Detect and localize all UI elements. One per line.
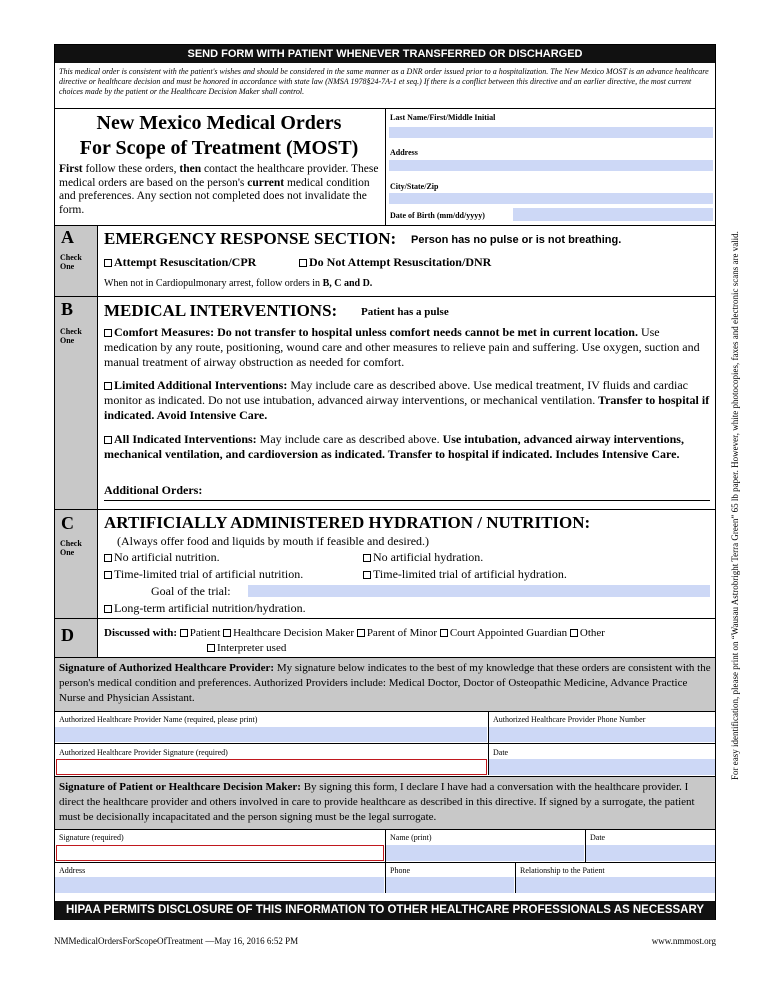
no-nutrition-checkbox[interactable] [104,554,112,562]
section-a-heading: EMERGENCY RESPONSE SECTION: [104,229,397,248]
section-b-check-one: Check One [60,327,82,345]
goal-of-trial-field[interactable] [248,585,710,597]
comfort-measures-option[interactable]: Comfort Measures: Do not transfer to hospital unless comfort needs cannot be met in current location. Use medication by any route, positioning, wound care and other measures to relieve pain and suffering. Use oxygen, suction and manual treatment of airway obstruction as needed for comfort. [104,325,700,369]
patient-date-field[interactable] [586,845,715,861]
section-c-heading: ARTIFICIALLY ADMINISTERED HYDRATION / NUTRITION: [104,513,591,532]
patient-address-label: Address [390,148,418,157]
additional-orders-line[interactable] [104,500,710,501]
provider-name-field[interactable] [55,727,487,742]
form-instructions: First follow these orders, then contact the healthcare provider. These medical orders are based on the person's current medical condition and preferences. Any section not completed does not invalidate the form. [59,163,379,216]
footer-left: NMMedicalOrdersForScopeOfTreatment —May 16, 2016 6:52 PM [54,936,299,946]
section-b-letter: B [61,299,74,319]
discussed-guardian[interactable]: Court Appointed Guardian [440,627,567,639]
patient-city-field[interactable] [389,193,713,204]
long-term-checkbox[interactable] [104,605,112,613]
limited-checkbox[interactable] [104,382,112,390]
provider-signature-label: Authorized Healthcare Provider Signature (required) [59,748,228,757]
provider-name-label: Authorized Healthcare Provider Name (required, please print) [59,715,258,724]
trial-nutrition-checkbox[interactable] [104,571,112,579]
discussed-hdm[interactable]: Healthcare Decision Maker [223,627,354,639]
section-a-letter: A [61,227,74,247]
form-title-line1: New Mexico Medical Orders [96,112,342,134]
discussed-parent-checkbox[interactable] [357,629,365,637]
section-b-heading: MEDICAL INTERVENTIONS: [104,301,338,320]
provider-phone-label: Authorized Healthcare Provider Phone Number [493,715,646,724]
interpreter-option[interactable]: Interpreter used [207,642,286,654]
patient-phone-field[interactable] [386,877,514,893]
patient-date-label: Date [590,833,606,842]
section-a-note: When not in Cardiopulmonary arrest, follow orders in B, C and D. [104,278,373,289]
section-d-letter: D [61,625,74,645]
section-c-note: (Always offer food and liquids by mouth if feasible and desired.) [117,534,430,548]
provider-sig-statement: Signature of Authorized Healthcare Provider: My signature below indicates to the best of my knowledge that these orders are consistent with the person's medical condition and preferences. Authorized Providers include: Medical Doctor, Doctor of Osteopathic Medicine, Advance Practice Nurse and Physician Assistant. [59,662,711,704]
no-nutrition-option[interactable]: No artificial nutrition. [104,550,220,565]
no-hydration-checkbox[interactable] [363,554,371,562]
provider-date-field[interactable] [489,759,715,775]
discussed-patient[interactable]: Patient [180,627,221,639]
no-hydration-option[interactable]: No artificial hydration. [363,550,483,565]
discussed-patient-checkbox[interactable] [180,629,188,637]
provider-signature-field[interactable] [56,759,487,775]
patient-phone-label: Phone [390,866,410,875]
section-d-options: Discussed with: Patient Healthcare Decision Maker Parent of Minor Court Appointed Guardian Other [104,627,605,639]
section-c-letter: C [61,513,74,533]
all-checkbox[interactable] [104,436,112,444]
bottom-banner: HIPAA PERMITS DISCLOSURE OF THIS INFORMATION TO OTHER HEALTHCARE PROFESSIONALS AS NECESSARY [55,901,715,920]
additional-orders-label: Additional Orders: [104,483,203,497]
provider-phone-field[interactable] [489,727,715,742]
patient-address-field[interactable] [389,160,713,171]
discussed-hdm-checkbox[interactable] [223,629,231,637]
form-title-line2: For Scope of Treatment (MOST) [79,137,359,159]
section-b-subheading: Patient has a pulse [361,306,449,318]
attempt-cpr-option[interactable]: Attempt Resuscitation/CPR [104,255,256,270]
patient-name-field[interactable] [389,127,713,138]
discussed-parent[interactable]: Parent of Minor [357,627,437,639]
relationship-field[interactable] [516,877,715,893]
patient-name-print-field[interactable] [386,845,584,861]
limited-interventions-option[interactable]: Limited Additional Interventions: May include care as described above. Use medical treatment, IV fluids and cardiac monitor as indicated. Do not use intubation, advanced airway interventions, or mechanical ventilation. Transfer to hospital if indicated. Avoid Intensive Care. [104,378,710,422]
discussed-guardian-checkbox[interactable] [440,629,448,637]
dnr-option[interactable]: Do Not Attempt Resuscitation/DNR [299,255,491,270]
discussed-other-checkbox[interactable] [570,629,578,637]
patient-signature-label: Signature (required) [59,833,124,842]
top-banner: SEND FORM WITH PATIENT WHENEVER TRANSFERRED OR DISCHARGED [55,45,715,63]
trial-nutrition-option[interactable]: Time-limited trial of artificial nutrition. [104,567,303,582]
intro-text: This medical order is consistent with the patient's wishes and should be considered in the same manner as a DNR order issued prior to a hospitalization. The New Mexico MOST is an advance healthcare directive or healthcare decision and must be honored in accordance with state law (NMSA 1978§24-7A-1 et seq.) If there is a conflict between this directive and an earlier directive, the most current choices made by the patient or the Healthcare Decision Maker shall control. [59,67,709,96]
section-c-check-one: Check One [60,539,82,557]
discussed-other[interactable]: Other [570,627,605,639]
patient-city-label: City/State/Zip [390,182,439,191]
patient-signature-field[interactable] [56,845,384,861]
attempt-cpr-checkbox[interactable] [104,259,112,267]
section-a-check-one: Check One [60,253,82,271]
comfort-checkbox[interactable] [104,329,112,337]
patient-dob-field[interactable] [513,208,713,221]
patient-name-label: Last Name/First/Middle Initial [390,113,496,122]
patient-dob-label: Date of Birth (mm/dd/yyyy) [390,211,485,220]
goal-of-trial-label: Goal of the trial: [151,584,231,598]
relationship-label: Relationship to the Patient [520,866,605,875]
dnr-checkbox[interactable] [299,259,307,267]
patient-address-sig-label: Address [59,866,86,875]
patient-name-print-label: Name (print) [390,833,432,842]
footer-right: www.nmmost.org [651,936,716,946]
patient-address-sig-field[interactable] [55,877,384,893]
patient-sig-statement: Signature of Patient or Healthcare Decision Maker: By signing this form, I declare I have had a conversation with the healthcare provider. I direct the healthcare provider and others involved in care to provide healthcare as described in this directive. If signed by a surrogate, the patient must be decisionally incapacitated and the person signing must be the legal surrogate. [59,781,695,823]
provider-date-label: Date [493,748,509,757]
trial-hydration-option[interactable]: Time-limited trial of artificial hydration. [363,567,567,582]
long-term-option[interactable]: Long-term artificial nutrition/hydration. [104,601,306,616]
trial-hydration-checkbox[interactable] [363,571,371,579]
all-interventions-option[interactable]: All Indicated Interventions: May include care as described above. Use intubation, advanced airway interventions, mechanical ventilation, and cardioversion as indicated. Transfer to hospital if indicated. Includes Intensive Care. [104,432,684,461]
section-a-subheading: Person has no pulse or is not breathing. [411,234,622,246]
most-form [54,44,716,920]
side-print-note: For easy identification, please print on “Wausau Astrobright Terra Green” 65 lb paper. However, white photocopies, faxes and electronic scans are valid. [730,231,740,780]
interpreter-checkbox[interactable] [207,644,215,652]
